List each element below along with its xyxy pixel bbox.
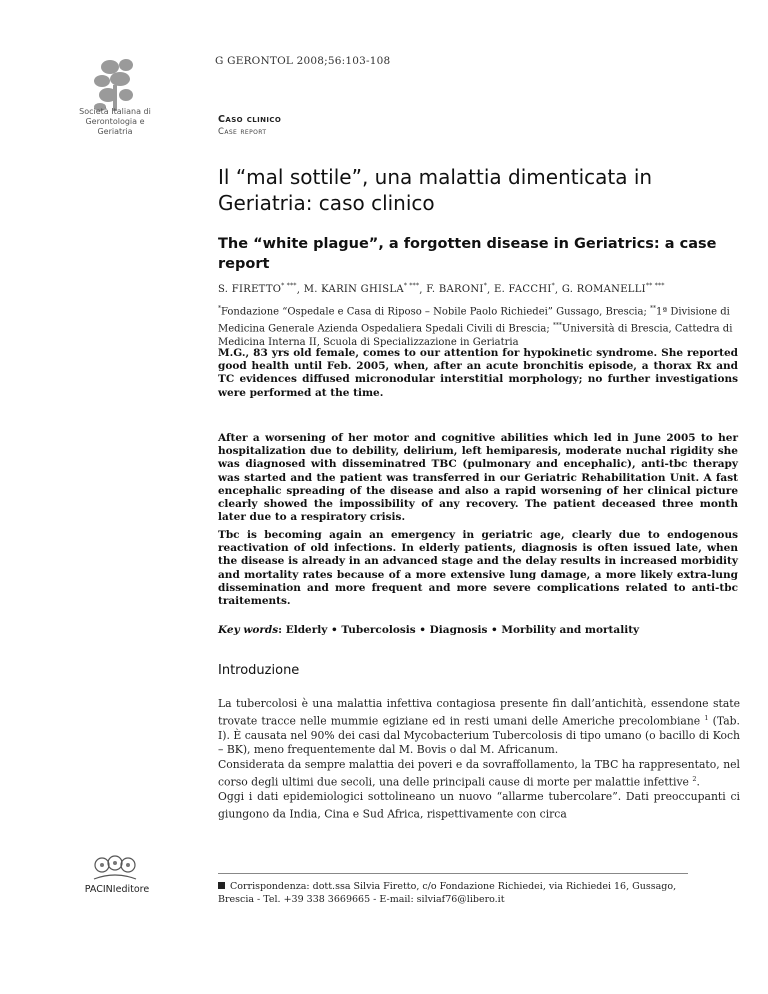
- section-sublabel: Case report: [218, 127, 267, 137]
- citation-ref: 2: [692, 775, 697, 784]
- article-title: Il “mal sottile”, una malattia dimenticata in Geriatria: caso clinico: [218, 165, 653, 215]
- section-label: Caso clinico: [218, 114, 282, 125]
- abstract-paragraph: After a worsening of her motor and cognitive abilities which led in June 2005 to her hospitalization due to debility, delirium, left hemiparesis, moderate nuchal rigidity she was diagnosed with disseminatred TBC (pulmonary and encephalic), anti-tbc therapy was started and the patient was transferred in our Geriatric Rehabilitation Unit. A fast encephalic spreading of the disease and also a rapid worsening of her clinical picture clearly showed the impossibility of any recovery. The patient deceased three month later due to a respiratory crisis.: [218, 432, 738, 524]
- keywords: Key words: Elderly • Tubercolosis • Diagnosis • Morbility and mortality: [218, 624, 640, 636]
- author: E. FACCHI*: [493, 283, 555, 296]
- journal-reference: G GERONTOL 2008;56:103-108: [215, 55, 391, 67]
- citation-ref: 1: [704, 714, 709, 723]
- publisher-name: PACINIeditore: [84, 884, 150, 895]
- keywords-label: Key words: [218, 624, 279, 636]
- section-heading: Introduzione: [218, 663, 300, 678]
- article-subtitle: The “white plague”, a forgotten disease in Geriatrics: a case report: [218, 236, 717, 272]
- correspondence-note: Corrispondenza: dott.ssa Silvia Firetto, c/o Fondazione Richiedei, via Richiedei 16, Gussago, Brescia - Tel. +39 338 3669665 - E-mail: silviaf76@libero.it: [218, 881, 677, 905]
- society-logo-icon: [80, 55, 150, 115]
- body-paragraph: Considerata da sempre malattia dei poveri e da sovraffollamento, la TBC ha rappresentato, nel corso degli ultimi due secoli, una delle principali cause di morte per malattie infettive $^2$.: [218, 757, 740, 789]
- author: G. ROMANELLI** ***: [561, 283, 665, 296]
- footer-divider: [218, 873, 688, 874]
- publisher-logo-icon: [90, 853, 140, 883]
- bullet-square-icon: [218, 882, 225, 889]
- body-paragraph: Oggi i dati epidemiologici sottolineano un nuovo “allarme tubercolare”. Dati preoccupanti ci giungono da India, Cina e Sud Africa, rispettivamente con circa: [218, 789, 740, 821]
- society-name: Società Italiana di Gerontologia e Geriatria: [79, 107, 151, 136]
- abstract-paragraph: Tbc is becoming again an emergency in geriatric age, clearly due to endogenous reactivation of old infections. In elderly patients, diagnosis is often issued late, when the disease is already in an advanced stage and the delay results in increased morbidity and mortality rates because of a more extensive lung damage, a more likely extra-lung dissemination and more frequent and more severe complications related to anti-tbc traitements.: [218, 529, 738, 608]
- body-paragraph: La tubercolosi è una malattia infettiva contagiosa presente fin dall’antichità, essendone state trovate tracce nelle mummie egiziane ed in resti umani delle Americhe precolombiane $^1$ (Tab. I). È causata nel 90% dei casi dal Mycobacterium Tubercolosis di tipo umano (o bacillo di Koch – BK), meno frequentemente dal M. Bovis o dal M. Africanum.: [218, 697, 740, 757]
- author: F. BARONI*: [426, 283, 487, 296]
- body-text: [218, 697, 740, 822]
- abstract-paragraph: M.G., 83 yrs old female, comes to our attention for hypokinetic syndrome. She reported good health until Feb. 2005, when, after an acute bronchitis episode, a thorax Rx and TC evidences diffused micronodular interstitial morphology; no further investigations were performed at the time.: [218, 347, 738, 399]
- author: M. KARIN GHISLA* ***: [303, 283, 420, 296]
- affiliations: *Fondazione “Ospedale e Casa di Riposo – Nobile Paolo Richiedei” Gussago, Brescia; **1ª Divisione di Medicina Generale Azienda Ospedaliera Spedali Civili di Brescia; ***Università di Brescia, Cattedra di Medicina Interna II, Scuola di Specializzazione in Geriatria: [218, 305, 733, 348]
- author: S. FIRETTO* ***: [218, 283, 297, 296]
- author-list: S. FIRETTO* ***, M. KARIN GHISLA* ***, F. BARONI*, E. FACCHI*, G. ROMANELLI** ***: [218, 283, 665, 296]
